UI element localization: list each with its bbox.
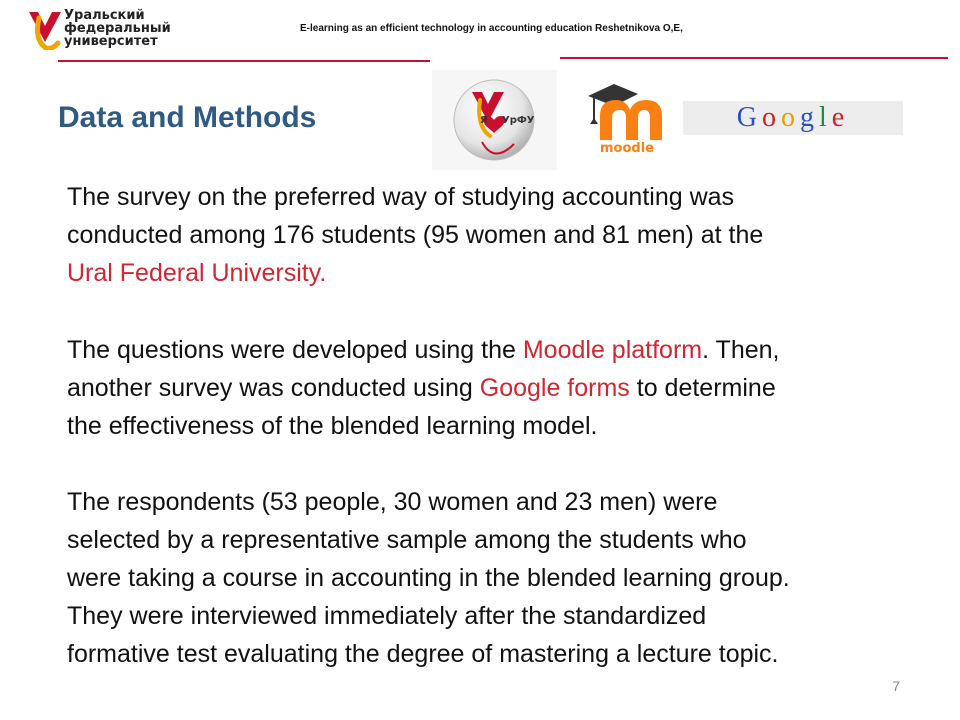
urfu-heart-logo-icon (432, 70, 557, 170)
paragraph-line: the effectiveness of the blended learning model. (67, 412, 598, 440)
paragraph-line: They were interviewed immediately after the standardized (67, 602, 707, 630)
google-wordmark-letter: o (781, 102, 800, 133)
university-name-line: университет (64, 34, 158, 49)
highlight-moodle: Moodle platform (522, 336, 703, 364)
header-divider-left (58, 60, 430, 62)
header-divider-right (560, 57, 948, 59)
paragraph-platforms (67, 331, 937, 445)
urfu-logo-icon (28, 10, 62, 50)
paragraph-respondents (67, 483, 937, 673)
paragraph-line: were taking a course in accounting in the blended learning group. (67, 564, 790, 592)
text-fragment: to determine (629, 374, 776, 402)
moodle-logo-icon (584, 76, 670, 154)
paragraph-line: The survey on the preferred way of studying accounting was (67, 183, 735, 211)
paragraph-line: The respondents (53 people, 30 women and 23 men) were (67, 488, 718, 516)
university-name-line: Уральский (64, 8, 145, 23)
urfu-logo-text-right: УрФУ (502, 115, 535, 126)
university-name-line: федеральный (64, 21, 171, 36)
google-wordmark-letter: o (762, 102, 781, 133)
highlight-university: Ural Federal University. (67, 259, 327, 287)
text-fragment: . Then, (702, 336, 780, 364)
slide-title: Data and Methods (58, 101, 317, 134)
google-wordmark-letter: g (800, 102, 819, 133)
moodle-wordmark: moodle (600, 141, 654, 154)
google-logo-icon (683, 101, 903, 135)
paragraph-line (67, 331, 937, 369)
paragraph-survey (67, 178, 937, 292)
google-wordmark-letter: e (831, 102, 850, 133)
paragraph-line: formative test evaluating the degree of mastering a lecture topic. (67, 640, 779, 668)
google-wordmark-letter: l (819, 102, 832, 133)
page-number: 7 (892, 678, 900, 694)
google-wordmark (683, 102, 903, 134)
google-wordmark-letter: G (736, 102, 762, 133)
university-name (64, 9, 171, 48)
text-fragment: The questions were developed using the (67, 336, 523, 364)
highlight-google-forms: Google forms (479, 374, 630, 402)
paragraph-line (67, 369, 937, 407)
urfu-logo-text-left: Я (480, 115, 488, 126)
presentation-title: E-learning as an efficient technology in accounting education Reshetnikova O,E, (300, 23, 683, 34)
paragraph-line: conducted among 176 students (95 women and 81 men) at the (67, 221, 764, 249)
text-fragment: another survey was conducted using (67, 374, 480, 402)
paragraph-line: selected by a representative sample among the students who (67, 526, 747, 554)
